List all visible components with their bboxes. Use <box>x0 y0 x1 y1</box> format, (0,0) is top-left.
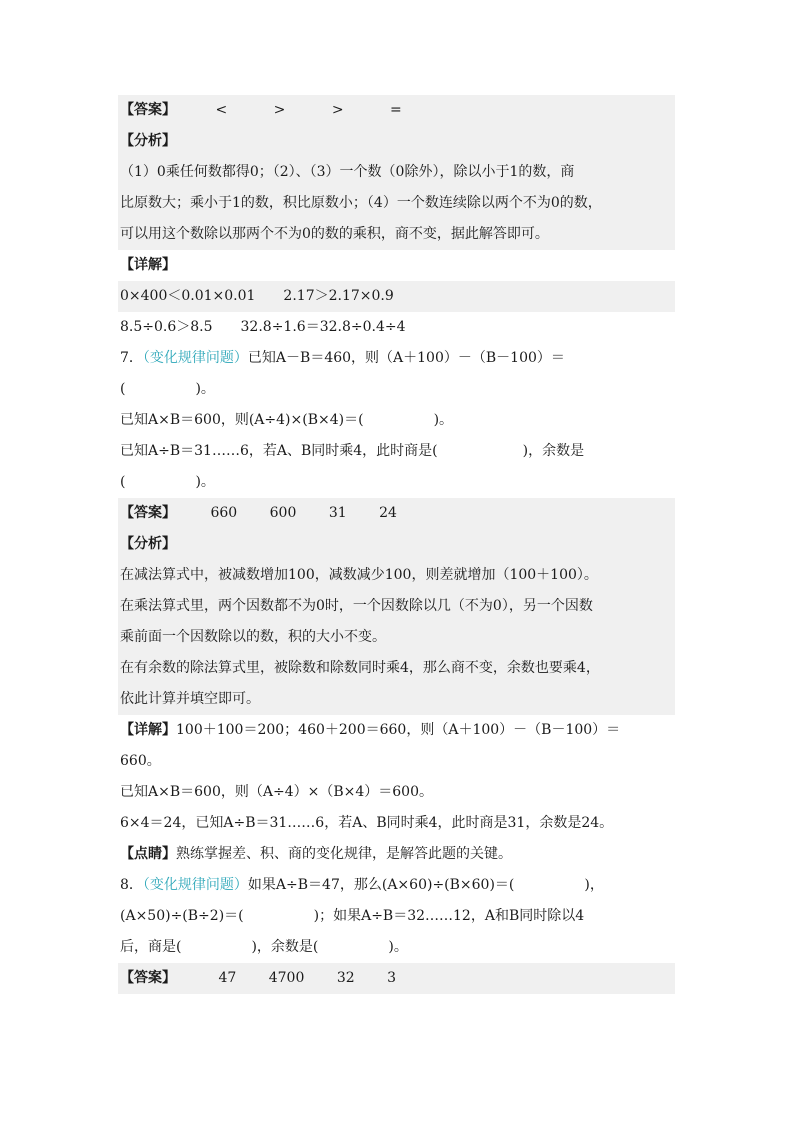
analysis-line: （1）0乘任何数都得0；（2）、（3）一个数（0除外），除以小于1的数，商 <box>118 157 675 188</box>
detail-tag: 【详解】 <box>120 257 176 273</box>
question-7-line-3 <box>118 405 675 436</box>
question-7-line-2 <box>118 374 675 405</box>
analysis-tag: 【分析】 <box>120 133 176 149</box>
detail-line: 已知A×B＝600，则（A÷4）×（B×4）＝600。 <box>120 784 433 800</box>
question-text: )，余数是( <box>251 939 319 955</box>
question-text: (A×50)÷(B÷2)＝( <box>120 908 244 924</box>
answer-row <box>118 963 675 994</box>
detail-text: 100＋100＝200；460＋200＝660，则（A＋100）－（B－100）＝ <box>176 722 621 738</box>
analysis-line: 在减法算式中，被减数增加100，减数减少100，则差就增加（100＋100）。 <box>118 560 675 591</box>
question-text: 已知A×B＝600，则(A÷4)×(B×4)＝( <box>120 412 364 428</box>
note-row <box>118 839 675 870</box>
analysis-tag: 【分析】 <box>120 536 176 552</box>
question-8-line-2 <box>118 901 675 932</box>
question-topic: （变化规律问题） <box>142 877 248 893</box>
detail-line: 6×4＝24，已知A÷B＝31……6，若A、B同时乘4，此时商是31，余数是24。 <box>120 815 614 831</box>
answer-value: 4700 <box>268 970 305 986</box>
question-topic: （变化规律问题） <box>142 350 248 366</box>
analysis-tag-row <box>118 529 675 560</box>
answer-value: < <box>215 102 228 118</box>
answer-value: 600 <box>269 505 297 521</box>
analysis-line: 依此计算并填空即可。 <box>118 684 675 715</box>
answer-value: 24 <box>379 505 397 521</box>
analysis-tag-row <box>118 126 675 157</box>
answer-value: = <box>390 102 402 118</box>
question-text: 后，商是( <box>120 939 182 955</box>
blank-close: )。 <box>195 381 215 397</box>
blank-close: )。 <box>388 939 408 955</box>
question-text: 已知A－B＝460，则（A＋100）－（B－100）＝ <box>247 350 565 366</box>
detail-tag-row <box>118 250 675 281</box>
answer-value: 31 <box>328 505 347 521</box>
question-8-line-1 <box>118 870 675 901</box>
document-page <box>118 95 675 994</box>
detail-tag: 【详解】 <box>120 722 176 738</box>
answer-value: 32 <box>336 970 355 986</box>
question-7-line-5 <box>118 467 675 498</box>
detail-line: 0×400＜0.01×0.01 2.17＞2.17×0.9 <box>118 281 675 312</box>
analysis-line: 可以用这个数除以那两个不为0的数的乘积，商不变，据此解答即可。 <box>118 219 675 250</box>
answer-value: 47 <box>218 970 237 986</box>
answer-tag: 【答案】 <box>120 505 176 521</box>
detail-line: 8.5÷0.6＞8.5 32.8÷1.6＝32.8÷0.4÷4 <box>120 319 406 335</box>
analysis-line: 在有余数的除法算式里，被除数和除数同时乘4，那么商不变，余数也要乘4， <box>118 653 675 684</box>
analysis-line: 在乘法算式里，两个因数都不为0时，一个因数除以几（不为0），另一个因数 <box>118 591 675 622</box>
answer-tag: 【答案】 <box>120 102 176 118</box>
answer-value: > <box>273 102 286 118</box>
question-text: 已知A÷B＝31……6，若A、B同时乘4，此时商是( <box>120 443 438 459</box>
answer-value: 660 <box>210 505 238 521</box>
question-8-line-3 <box>118 932 675 963</box>
answer-tag: 【答案】 <box>120 970 176 986</box>
question-text: 如果A÷B＝47，那么(A×60)÷(B×60)＝( <box>247 877 515 893</box>
question-text: )，余数是 <box>522 443 585 459</box>
detail-row <box>118 715 675 746</box>
question-7-line-1 <box>118 343 675 374</box>
detail-line: 660。 <box>120 753 161 769</box>
note-tag: 【点睛】 <box>120 846 176 862</box>
question-number: 7． <box>120 350 143 366</box>
answer-row <box>118 498 675 529</box>
blank-close: )。 <box>433 412 454 428</box>
analysis-line: 乘前面一个因数除以的数，积的大小不变。 <box>118 622 675 653</box>
blank-open: ( <box>120 381 126 397</box>
blank-close: )， <box>584 877 604 893</box>
note-text: 熟练掌握差、积、商的变化规律，是解答此题的关键。 <box>176 846 512 862</box>
question-7-line-4 <box>118 436 675 467</box>
answer-value: > <box>331 102 344 118</box>
answer-row <box>118 95 675 126</box>
blank-close: )。 <box>195 474 215 490</box>
question-number: 8． <box>120 877 143 893</box>
blank-open: ( <box>120 474 126 490</box>
analysis-line: 比原数大；乘小于1的数，积比原数小；（4）一个数连续除以两个不为0的数， <box>118 188 675 219</box>
question-text: )；如果A÷B＝32……12，A和B同时除以4 <box>313 908 585 924</box>
answer-value: 3 <box>387 970 397 986</box>
